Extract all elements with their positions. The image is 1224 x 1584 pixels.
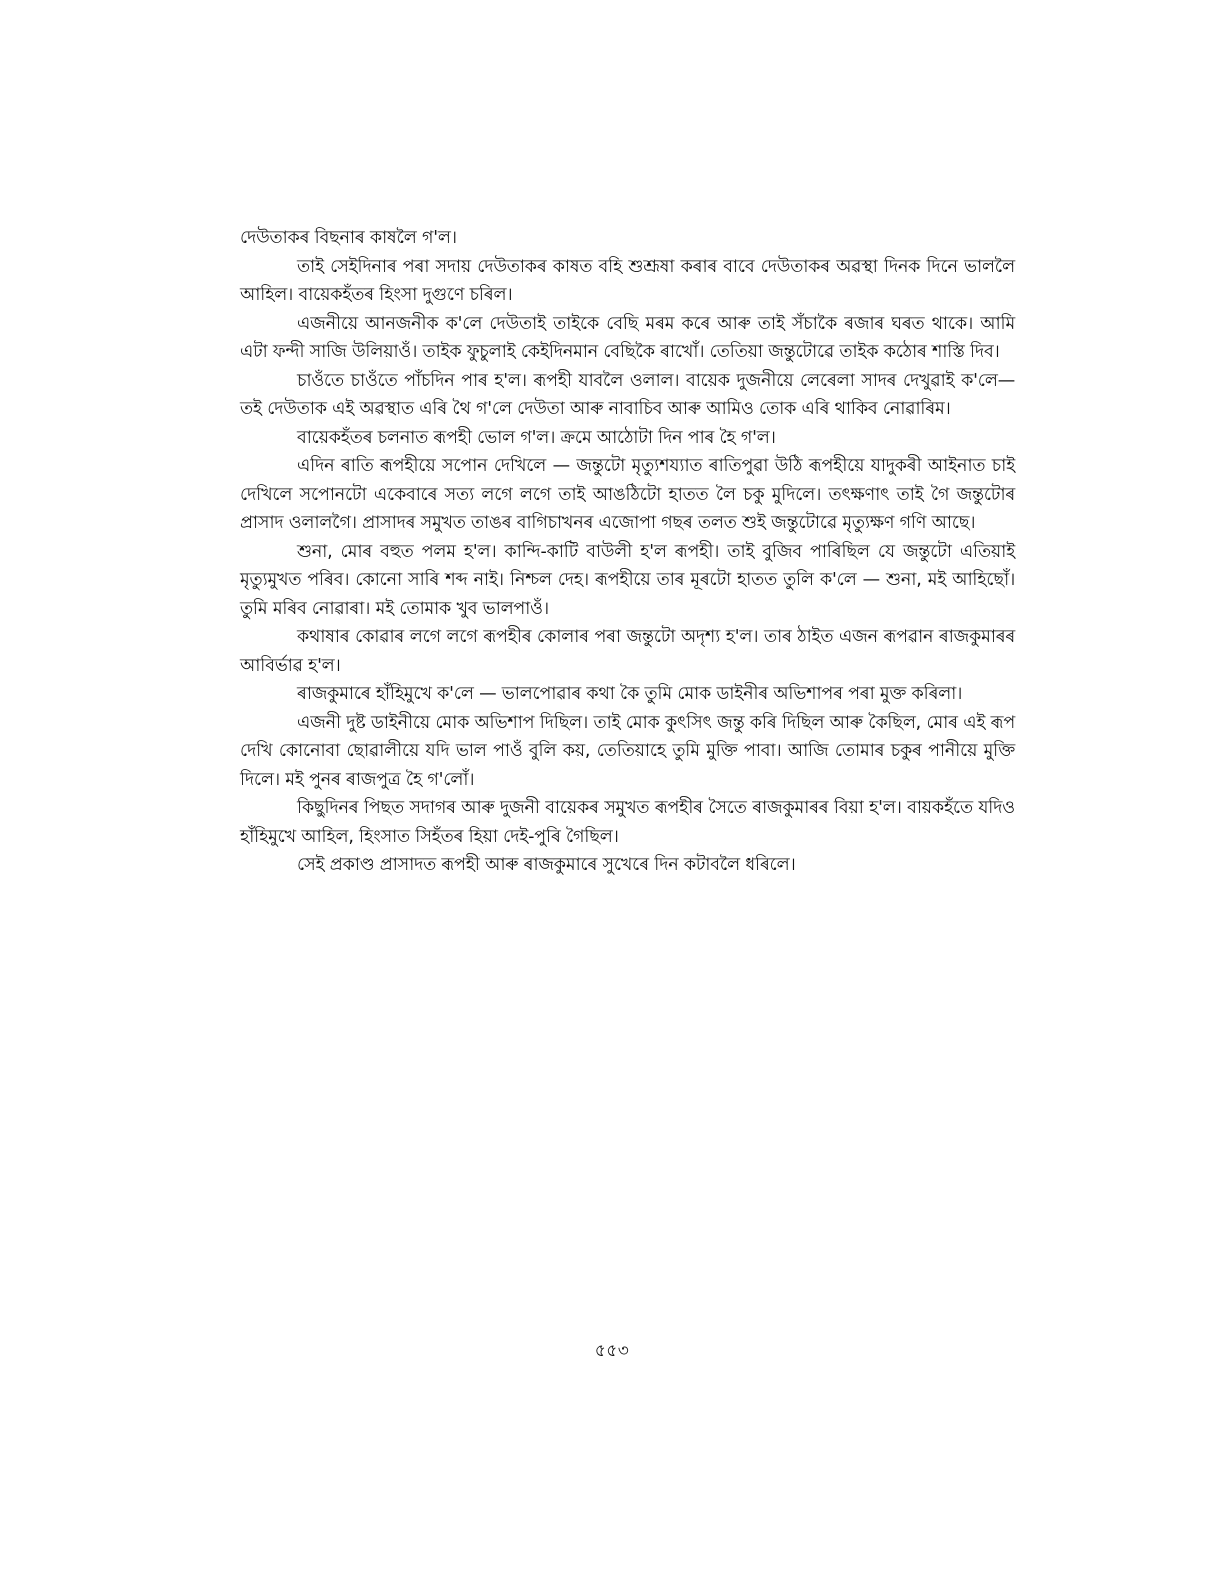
paragraph-6: এদিন ৰাতি ৰূপহীয়ে সপোন দেখিলে — জন্তুটো মৃত্যুশয্যাত ৰাতিপুৱা উঠি ৰূপহীয়ে যাদুকৰী আইনাত চাই দেখিলে সপোনটো একেবাৰে সত্য লগে লগে তাই আঙঠিটো হাতত লৈ চকু মুদিলে। তৎক্ষণাৎ তাই গৈ জন্তুটোৰ প্ৰাসাদ ওলালগৈ। প্ৰাসাদৰ সমুখত তাঙৰ বাগিচাখনৰ এজোপা গছৰ তলত শুই জন্তুটোৱে মৃত্যুক্ষণ গণি আছে। xyxy=(240,456,1015,533)
paragraph-7: শুনা, মোৰ বহুত পলম হ'ল। কান্দি-কাটি বাউলী হ'ল ৰূপহী। তাই বুজিব পাৰিছিল যে জন্তুটো এতিয়াই মৃত্যুমুখত পৰিব। কোনো সাৰি শব্দ নাই। নিশ্চল দেহ। ৰূপহীয়ে তাৰ মূৰটো হাতত তুলি ক'লে — শুনা, মই আহিছোঁ। তুমি মৰিব নোৱাৰা। মই তোমাক খুব ভালপাওঁ। xyxy=(240,541,1015,619)
story-text xyxy=(240,224,1015,880)
paragraph-11: কিছুদিনৰ পিছত সদাগৰ আৰু দুজনী বায়েকৰ সমুখত ৰূপহীৰ সৈতে ৰাজকুমাৰৰ বিয়া হ'ল। বায়কহঁতে যদিও হাঁহিমুখে আহিল, হিংসাত সিহঁতৰ হিয়া দেই-পুৰি গৈছিল। xyxy=(240,798,1015,847)
paragraph-5: বায়েকহঁতৰ চলনাত ৰূপহী ভোল গ'ল। ক্ৰমে আঠোটা দিন পাৰ হৈ গ'ল। xyxy=(297,427,776,448)
page-number: ৫৫৩ xyxy=(594,1341,630,1361)
paragraph-1: দেউতাকৰ বিছনাৰ কাষলৈ গ'ল। xyxy=(240,228,457,248)
paragraph-4: চাওঁতে চাওঁতে পাঁচদিন পাৰ হ'ল। ৰূপহী যাবলৈ ওলাল। বায়েক দুজনীয়ে লেৰেলা সাদৰ দেখুৱাই ক'লে— তই দেউতাক এই অৱস্থাত এৰি থৈ গ'লে দেউতা আৰু নাবাচিব আৰু আমিও তোক এৰি থাকিব নোৱাৰিম। xyxy=(240,370,1015,419)
paragraph-9: ৰাজকুমাৰে হাঁহিমুখে ক'লে — ভালপোৱাৰ কথা কৈ তুমি মোক ডাইনীৰ অভিশাপৰ পৰা মুক্ত কৰিলা। xyxy=(297,684,963,704)
paragraph-10: এজনী দুষ্ট ডাইনীয়ে মোক অভিশাপ দিছিল। তাই মোক কুৎসিৎ জন্তু কৰি দিছিল আৰু কৈছিল, মোৰ এই ৰূপ দেখি কোনোবা ছোৱালীয়ে যদি ভাল পাওঁ বুলি কয়, তেতিয়াহে তুমি মুক্তি পাবা। আজি তোমাৰ চকুৰ পানীয়ে মুক্তি দিলে। মই পুনৰ ৰাজপুত্ৰ হৈ গ'লোঁ। xyxy=(240,712,1015,790)
paragraph-8: কথাষাৰ কোৱাৰ লগে লগে ৰূপহীৰ কোলাৰ পৰা জন্তুটো অদৃশ্য হ'ল। তাৰ ঠাইত এজন ৰূপৱান ৰাজকুমাৰৰ আবিৰ্ভাৱ হ'ল। xyxy=(240,627,1015,676)
paragraph-2: তাই সেইদিনাৰ পৰা সদায় দেউতাকৰ কাষত বহি শুশ্ৰূষা কৰাৰ বাবে দেউতাকৰ অৱস্থা দিনক দিনে ভাললৈ আহিল। বায়েকহঁতৰ হিংসা দুগুণে চৰিল। xyxy=(240,256,1015,305)
paragraph-12: সেই প্ৰকাণ্ড প্ৰাসাদত ৰূপহী আৰু ৰাজকুমাৰে সুখেৰে দিন কটাবলৈ ধৰিলে। xyxy=(297,855,796,875)
paragraph-3: এজনীয়ে আনজনীক ক'লে দেউতাই তাইকে বেছি মৰম কৰে আৰু তাই সঁচাকৈ ৰজাৰ ঘৰত থাকে। আমি এটা ফন্দী সাজি উলিয়াওঁ। তাইক ফুচুলাই কেইদিনমান বেছিকৈ ৰাখোঁ। তেতিয়া জন্তুটোৱে তাইক কঠোৰ শাস্তি দিব। xyxy=(240,313,1015,362)
